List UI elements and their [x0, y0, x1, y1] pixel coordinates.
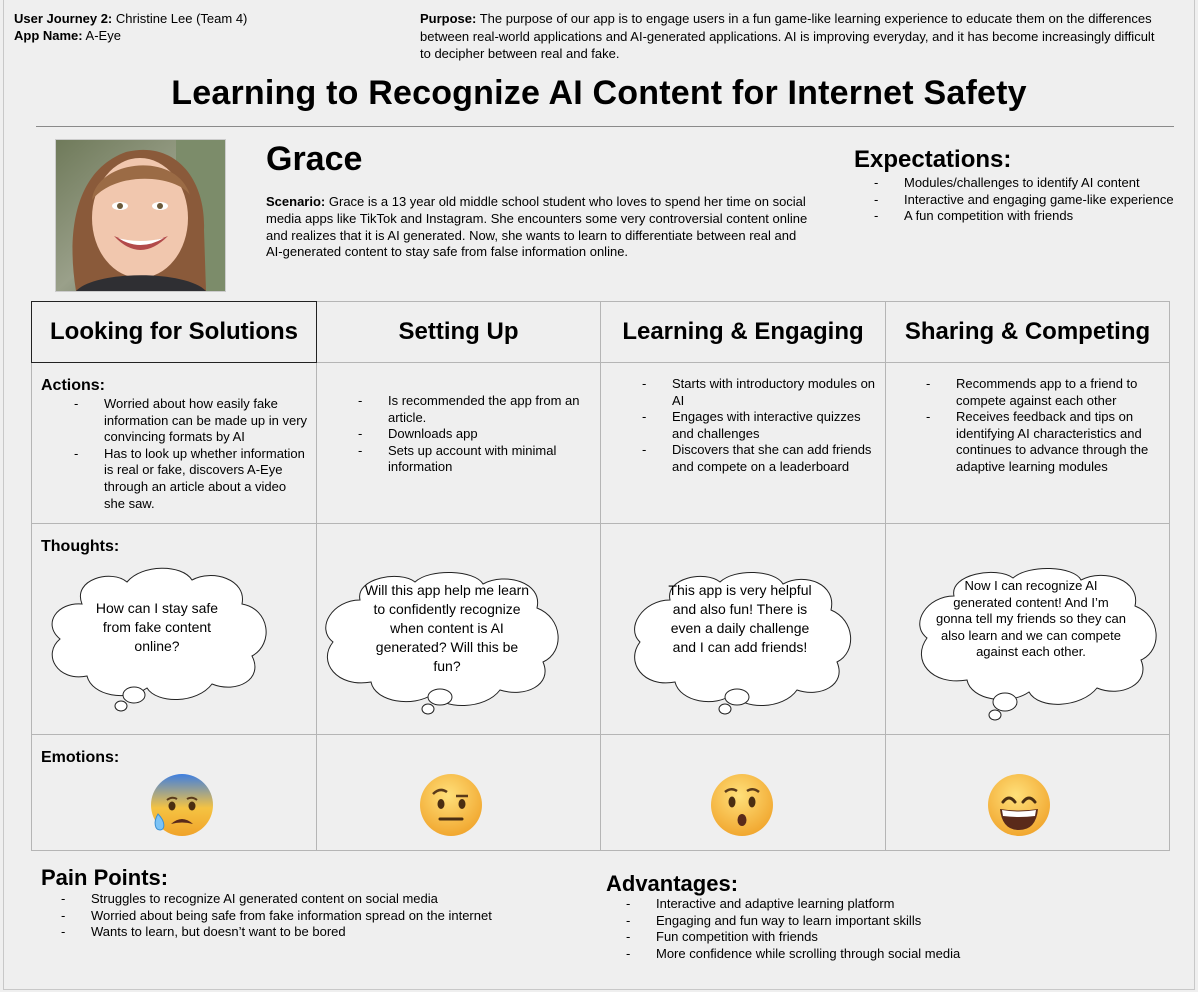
list-item: - Discovers that she can add friends and compete on a leaderboard — [642, 442, 877, 475]
advantages-heading: Advantages: — [606, 871, 739, 896]
thought-text-2: Will this app help me learn to confidently recognize when content is AI generated? Will this be fun? — [364, 582, 530, 674]
row-divider — [32, 734, 1169, 735]
purpose-statement — [420, 10, 1160, 63]
list-item: - Engaging and fun way to learn important skills — [626, 913, 1146, 930]
page-title: Learning to Recognize AI Content for Internet Safety — [171, 74, 1027, 112]
purpose-text: The purpose of our app is to engage users in a fun game-like learning experience to educate them on the differences between real-world applications and AI-generated applications. AI is improving everyday, and it has become increasingly difficult to decipher between real and fake. — [420, 11, 1155, 61]
list-item: - Has to look up whether information is real or fake, discovers A-Eye through an article about a video she saw. — [74, 446, 309, 512]
persona-scenario — [266, 194, 811, 261]
list-item: - A fun competition with friends — [874, 208, 1174, 225]
anxious-sweat-face-icon — [149, 772, 215, 838]
actions-list-setting-up — [358, 393, 593, 476]
emotions-row-label: Emotions: — [41, 749, 120, 766]
grinning-face-icon — [986, 772, 1052, 838]
hushed-surprised-face-icon — [709, 772, 775, 838]
list-item: - Sets up account with minimal information — [358, 443, 593, 476]
list-item: - Interactive and adaptive learning platform — [626, 896, 1146, 913]
journey-meta — [14, 10, 247, 44]
list-item: - Downloads app — [358, 426, 593, 443]
persona-name: Grace — [266, 140, 363, 178]
actions-list-learning-engaging — [642, 376, 877, 476]
advantages-list — [626, 896, 1146, 962]
list-item: - Engages with interactive quizzes and challenges — [642, 409, 877, 442]
scenario-text: Grace is a 13 year old middle school student who loves to spend her time on social media apps like TikTok and Instagram. She encounters some very controversial content online and realizes that it is AI generated. Now, she wants to learn to differentiate between real and AI-generated content to stay safe from false information online. — [266, 194, 808, 260]
list-item: - Struggles to recognize AI generated content on social media — [61, 891, 581, 908]
list-item: - Wants to learn, but doesn’t want to be bored — [61, 924, 581, 941]
list-item: - Worried about being safe from fake information spread on the internet — [61, 908, 581, 925]
list-item: - Receives feedback and tips on identifying AI characteristics and continues to advance through the adaptive learning modules — [926, 409, 1161, 475]
app-name-value: A-Eye — [85, 28, 121, 43]
list-item: - Recommends app to a friend to compete against each other — [926, 376, 1161, 409]
persona-photo — [55, 139, 226, 292]
thought-text-1: How can I stay safe from fake content online? — [95, 600, 219, 654]
list-item: - More confidence while scrolling through social media — [626, 946, 1146, 963]
expectations-list — [874, 175, 1174, 225]
journey-value: Christine Lee (Team 4) — [115, 11, 248, 26]
stage-header-learning-engaging: Learning & Engaging — [622, 318, 864, 345]
list-item: - Starts with introductory modules on AI — [642, 376, 877, 409]
list-item: - Worried about how easily fake information can be made up in very convincing formats by AI — [74, 396, 309, 446]
list-item: - Modules/challenges to identify AI content — [874, 175, 1174, 192]
row-divider — [32, 523, 1169, 524]
list-item: - Is recommended the app from an article. — [358, 393, 593, 426]
purpose-label: Purpose: — [420, 11, 477, 26]
actions-row-label: Actions: — [41, 377, 105, 394]
journey-map-grid — [31, 301, 1170, 851]
app-name-label: App Name: — [14, 28, 83, 43]
expectations-heading: Expectations: — [854, 146, 1012, 173]
stage-header-looking-for-solutions: Looking for Solutions — [31, 301, 317, 363]
actions-list-sharing-competing — [926, 376, 1161, 476]
scenario-label: Scenario: — [266, 194, 326, 209]
pain-points-list — [61, 891, 581, 941]
thoughts-row-label: Thoughts: — [41, 538, 120, 555]
column-divider — [600, 302, 601, 850]
stage-header-sharing-competing: Sharing & Competing — [904, 318, 1151, 345]
column-divider — [885, 302, 886, 850]
actions-list-looking-for-solutions — [74, 396, 309, 512]
title-divider — [36, 126, 1174, 127]
thought-text-4: Now I can recognize AI generated content! And I’m gonna tell my friends so they can also learn and we can compete against each other. — [935, 578, 1127, 660]
pain-points-heading: Pain Points: — [41, 865, 169, 890]
raised-eyebrow-face-icon — [418, 772, 484, 838]
stage-header-setting-up: Setting Up — [398, 318, 519, 345]
list-item: - Fun competition with friends — [626, 929, 1146, 946]
journey-label: User Journey 2: — [14, 11, 113, 26]
thought-text-3: This app is very helpful and also fun! There is even a daily challenge and I can add friends! — [668, 582, 812, 655]
list-item: - Interactive and engaging game-like experience — [874, 192, 1174, 209]
